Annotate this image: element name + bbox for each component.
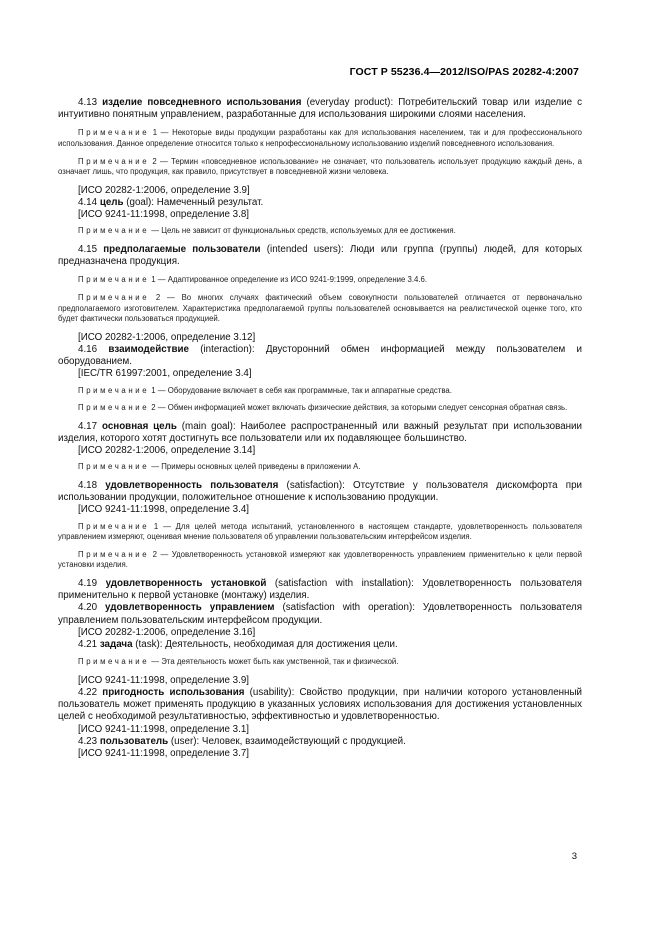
definition-4-16 (58, 344, 582, 368)
definition-text: (satisfaction): Отсутствие у пользователя дискомфорта при использовании продукции, положительное отношение к использованию продукции. (58, 479, 582, 504)
note-tag: — (149, 657, 162, 667)
definition-4-23 (58, 736, 582, 748)
note-label: Примечание (78, 226, 150, 236)
note-text: Некоторые виды продукции разработаны как для использования населением, так и для профессионального использования. Данное определение относится только к непрофессиональному использованию изделий повседневного использования. (58, 128, 582, 148)
definition-text: (usability): Свойство продукции, при наличии которого установленный пользователь может применять продукцию в указанных условиях использования для достижения установленных целей с необходимой результативностью, эффективностью и удовлетворенностью. (58, 686, 582, 723)
note-tag: 1 — (149, 275, 168, 285)
note-label: Примечание (78, 657, 150, 667)
clause-number: 4.14 (78, 196, 98, 208)
document-header: ГОСТ Р 55236.4—2012/ISO/PAS 20282-4:2007 (349, 66, 579, 78)
definition-4-20 (58, 602, 582, 626)
clause-number: 4.15 (78, 243, 98, 255)
note-tag: 2 — (149, 549, 172, 559)
reference: [ИСО 9241-11:1998, определение 3.8] (78, 209, 249, 221)
definition-text: (goal): Намеченный результат. (123, 196, 264, 208)
term: изделие повседневного использования (102, 97, 302, 108)
term: пригодность использования (102, 686, 245, 698)
definition-4-14 (58, 197, 582, 209)
note-tag: — (149, 226, 162, 236)
note-text: Во многих случаях фактический объем совокупности пользователей отличается от первоначально предполагаемого изготовителем. Характеристика предполагаемой группы пользователей основывается на реалистической оценке того, кто будет фактически пользоваться продукцией. (58, 292, 582, 324)
note-label: Примечание (78, 462, 150, 472)
note-tag: 2 — (149, 292, 182, 302)
clause-number: 4.22 (78, 686, 98, 698)
note-label: Примечание (78, 549, 150, 559)
reference: [ИСО 9241-11:1998, определение 3.1] (78, 723, 249, 735)
document-body (58, 97, 582, 760)
note-4-16-1 (58, 386, 582, 397)
reference: [ИСО 9241-11:1998, определение 3.9] (78, 674, 249, 686)
note-label: Примечание (78, 275, 150, 285)
term: взаимодействие (108, 343, 189, 355)
definition-text: (satisfaction with installation): Удовлетворенность пользователя применительно к первой установке (монтажу) изделия. (58, 577, 582, 602)
note-text: Обмен информацией может включать физические действия, за которыми следует сенсорная обратная связь. (167, 403, 568, 413)
definition-text: (main goal): Наиболее распространенный или важный результат при использовании изделия, которого хотят достигнуть все пользователи или их подавляющее большинство. (58, 420, 583, 444)
note-text: Удовлетворенность установкой измеряют как удовлетворенность управлением применительно к цели первой установки изделия. (58, 549, 582, 570)
reference: [ИСО 9241-11:1998, определение 3.4] (78, 504, 249, 516)
note-text: Примеры основных целей приведены в приложении А. (161, 462, 361, 472)
note-4-16-2 (58, 403, 582, 414)
note-text: Термин «повседневное использование» не означает, что пользователь использует продукцию каждый день, а означает лишь, что продукция, как правило, присутствует в повседневной жизни человека. (58, 156, 582, 177)
clause-number: 4.20 (78, 602, 98, 614)
note-label: Примечание (78, 385, 150, 395)
definition-4-18 (58, 480, 582, 504)
note-4-15-2 (58, 293, 582, 325)
note-label: Примечание (78, 292, 150, 302)
definition-text: (intended users): Люди или группа (группы) людей, для которых предназначена продукция. (58, 243, 582, 268)
term: цель (99, 196, 124, 208)
note-4-18-2 (58, 550, 582, 571)
definition-4-17 (58, 421, 582, 445)
term: удовлетворенность пользователя (105, 479, 279, 491)
note-tag: 1 — (149, 521, 176, 531)
term: основная цель (101, 420, 177, 432)
term: задача (99, 638, 133, 650)
note-4-21 (58, 657, 582, 668)
note-4-17 (58, 462, 582, 473)
definition-text: (user): Человек, взаимодействующий с продукцией. (168, 735, 406, 747)
note-4-15-1 (58, 275, 582, 286)
note-4-13-2 (58, 157, 582, 178)
definition-text: (everyday product): Потребительский товар или изделие с интуитивно понятным управлением, разработанные для использования широкими слоями населения. (58, 97, 582, 121)
note-text: Для целей метода испытаний, установленного в настоящем стандарте, удовлетворенность пользователя управлением измеряют, оценивая мнение пользователя об управлении пользовательским интерфейсом изделия. (58, 521, 582, 542)
definition-4-19 (58, 578, 582, 602)
clause-number: 4.19 (78, 577, 98, 589)
term: удовлетворенность управлением (105, 602, 275, 614)
definition-4-22 (58, 687, 582, 724)
note-tag: 1 — (149, 385, 168, 395)
definition-text: (task): Деятельность, необходимая для достижения цели. (132, 638, 398, 650)
clause-number: 4.21 (78, 638, 98, 650)
term: удовлетворенность установкой (105, 577, 267, 589)
definition-4-15 (58, 244, 582, 268)
note-text: Оборудование включает в себя как программные, так и аппаратные средства. (167, 385, 452, 395)
note-text: Цель не зависит от функциональных средств, используемых для ее достижения. (161, 226, 456, 236)
reference: [ИСО 20282-1:2006, определение 3.12] (78, 331, 256, 343)
reference: [ИСО 20282-1:2006, определение 3.14] (78, 445, 256, 457)
note-label: Примечание (78, 521, 150, 531)
note-tag: 2 — (149, 156, 171, 166)
reference: [IEC/TR 61997:2001, определение 3.4] (78, 368, 252, 380)
definition-text: (interaction): Двусторонний обмен информацией между пользователем и оборудованием. (58, 343, 582, 368)
clause-number: 4.17 (78, 420, 98, 432)
note-text: Адаптированное определение из ИСО 9241-9:1999, определение 3.4.6. (167, 275, 428, 285)
page-number: 3 (571, 851, 577, 862)
note-tag: 2 — (149, 403, 168, 413)
clause-number: 4.23 (78, 735, 98, 747)
note-4-14 (58, 226, 582, 237)
definition-text: (satisfaction with operation): Удовлетворенность пользователя управлением пользовательским интерфейсом продукции. (58, 602, 582, 626)
reference: [ИСО 20282-1:2006, определение 3.9] (78, 184, 250, 196)
definition-4-21 (58, 639, 582, 651)
note-label: Примечание (78, 403, 150, 413)
note-label: Примечание (78, 128, 150, 138)
clause-number: 4.18 (78, 479, 98, 491)
note-text: Эта деятельность может быть как умственной, так и физической. (161, 657, 399, 667)
note-tag: — (149, 462, 162, 472)
clause-number: 4.13 (78, 97, 98, 108)
note-label: Примечание (78, 156, 150, 166)
note-4-13-1 (58, 128, 582, 149)
clause-number: 4.16 (78, 343, 98, 355)
reference: [ИСО 20282-1:2006, определение 3.16] (78, 626, 256, 638)
reference: [ИСО 9241-11:1998, определение 3.7] (78, 747, 249, 759)
term: предполагаемые пользователи (103, 243, 261, 255)
term: пользователь (99, 735, 169, 747)
definition-4-13 (58, 97, 582, 121)
note-tag: 1 — (149, 128, 173, 138)
note-4-18-1 (58, 522, 582, 543)
